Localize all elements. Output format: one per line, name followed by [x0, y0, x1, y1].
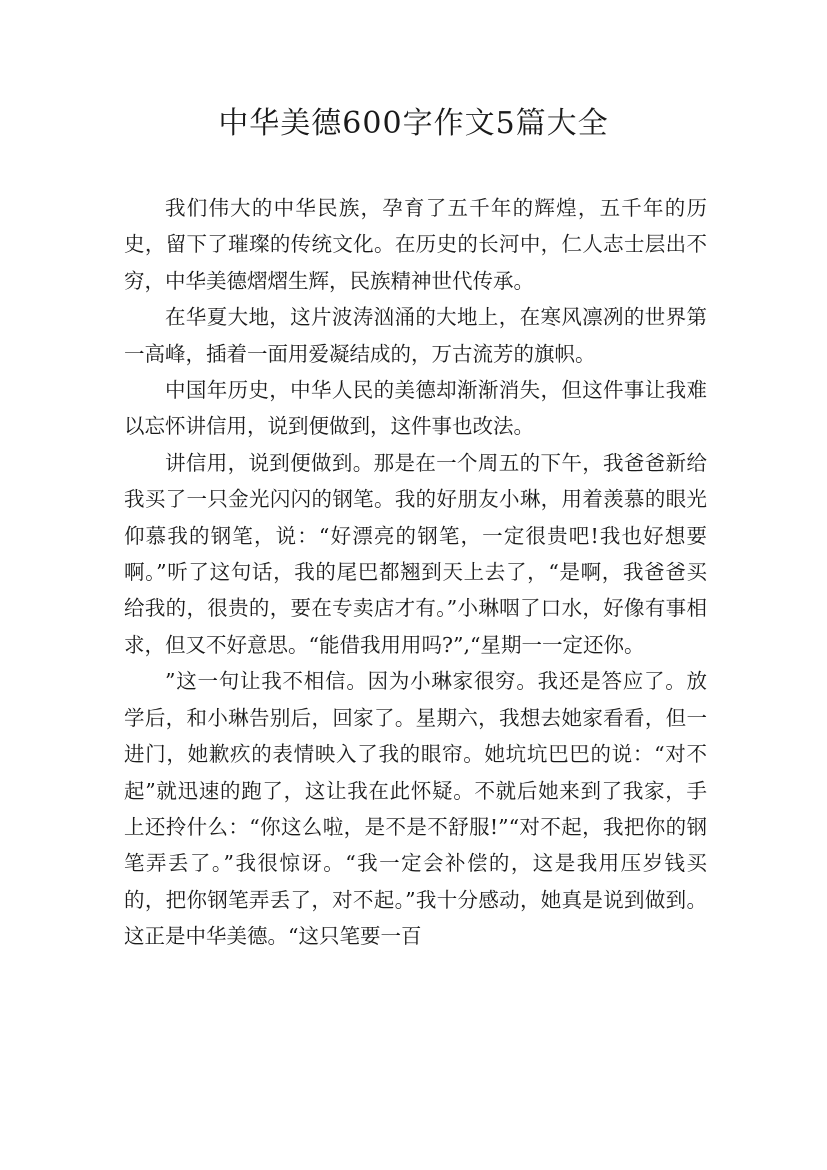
document-title: 中华美德600字作文5篇大全 [218, 106, 609, 141]
document-body [124, 190, 707, 955]
paragraph: ”这一句让我不相信。因为小琳家很穷。我还是答应了。放学后，和小琳告别后，回家了。星期六，我想去她家看看，但一进门，她歉疚的表情映入了我的眼帘。她坑坑巴巴的说：“对不起”就迅速的跑了，这让我在此怀疑。不就后她来到了我家，手上还拎什么：“你这么啦，是不是不舒服!”“对不起，我把你的钢笔弄丢了。”我很惊讶。“我一定会补偿的，这是我用压岁钱买的，把你钢笔弄丢了，对不起。”我十分感动，她真是说到做到。这正是中华美德。“这只笔要一百 [124, 669, 707, 949]
paragraph: 在华夏大地，这片波涛汹涌的大地上，在寒风凛冽的世界第一高峰，插着一面用爱凝结成的，万古流芳的旗帜。 [124, 305, 707, 366]
paragraph: 讲信用，说到便做到。那是在一个周五的下午，我爸爸新给我买了一只金光闪闪的钢笔。我的好朋友小琳，用着羡慕的眼光仰慕我的钢笔，说：“好漂亮的钢笔，一定很贵吧!我也好想要啊。”听了这句话，我的尾巴都翘到天上去了，“是啊，我爸爸买给我的，很贵的，要在专卖店才有。”小琳咽了口水，好像有事相求，但又不好意思。“能借我用用吗?”,“星期一一定还你。 [124, 450, 707, 657]
paragraph: 我们伟大的中华民族，孕育了五千年的辉煌，五千年的历史，留下了璀璨的传统文化。在历史的长河中，仁人志士层出不穷，中华美德熠熠生辉，民族精神世代传承。 [124, 196, 707, 293]
paragraph: 中国年历史，中华人民的美德却渐渐消失，但这件事让我难以忘怀讲信用，说到便做到，这件事也改法。 [124, 378, 707, 439]
